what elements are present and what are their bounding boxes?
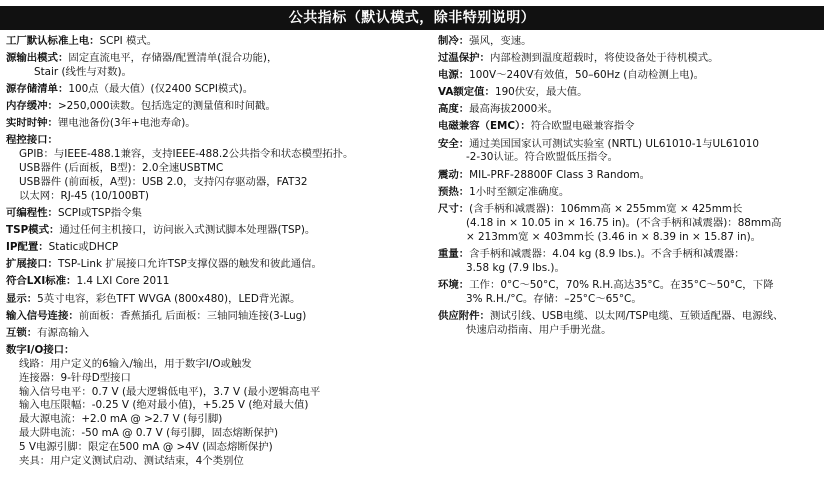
spec-value: 1.4 LXI Core 2011: [76, 275, 170, 288]
spec-value: 测试引线、USB电缆、以太网/TSP电缆、互锁适配器、电源线、: [489, 309, 784, 322]
spec-line: [6, 207, 426, 221]
spec-value: 通过任何主机接口，访问嵌入式测试脚本处理器(TSP)。: [59, 224, 316, 237]
spec-line: [6, 372, 426, 386]
spec-line: [6, 358, 426, 372]
spec-entry-environment: [438, 279, 820, 307]
spec-line: [6, 190, 426, 204]
spec-line: [438, 86, 820, 100]
spec-value: 1小时至额定准确度。: [469, 185, 570, 198]
spec-entry-digital-io: [6, 344, 426, 469]
spec-value: 符合欧盟电磁兼容指令: [530, 120, 635, 133]
spec-entry-remote-interfaces: [6, 134, 426, 204]
spec-line: [6, 327, 426, 341]
spec-line: [6, 293, 426, 307]
spec-entry-factory-default: [6, 35, 426, 49]
spec-value: 以太网：RJ-45 (10/100BT): [19, 190, 149, 202]
spec-line: [438, 217, 820, 231]
spec-value: Static或DHCP: [48, 241, 119, 254]
spec-label: 显示：: [6, 292, 38, 305]
spec-entry-real-time-clock: [6, 117, 426, 131]
spec-label: 震动：: [438, 168, 470, 181]
spec-value: 通过美国国家认可测试实验室 (NRTL) UL61010-1与UL61010: [469, 137, 759, 150]
spec-label: 源输出模式：: [6, 52, 69, 65]
spec-value: MIL-PRF-28800F Class 3 Random。: [469, 168, 651, 181]
spec-label: IP配置：: [6, 241, 49, 254]
spec-entry-expansion-interface: [6, 258, 426, 272]
spec-line: [438, 35, 820, 49]
spec-value: 5英寸电容，彩色TFT WVGA (800x480)，LED背光源。: [37, 292, 301, 305]
spec-line: [6, 258, 426, 272]
spec-value: USB器件 (前面板，A型)：USB 2.0，支持闪存驱动器，FAT32: [19, 176, 308, 189]
spec-entry-va-rating: [438, 86, 820, 100]
spec-value: 线路：用户定义的6输入/输出，用于数字I/O或触发: [19, 357, 252, 370]
spec-label: 内存缓冲：: [6, 100, 58, 113]
spec-line: [438, 186, 820, 200]
spec-line: [6, 83, 426, 97]
spec-line: [438, 203, 820, 217]
spec-line: [6, 275, 426, 289]
spec-label: 电源：: [438, 69, 470, 82]
spec-entry-dimensions: [438, 203, 820, 245]
spec-label: 高度：: [438, 103, 470, 116]
spec-line: [6, 134, 426, 148]
spec-entry-display: [6, 293, 426, 307]
spec-label: 重量：: [438, 247, 470, 260]
spec-line: [6, 427, 426, 441]
spec-label: 源存储清单：: [6, 83, 69, 96]
spec-label: 符合LXI标准：: [6, 275, 77, 288]
spec-value: 5 V电源引脚：限定在500 mA @ >4V (固态熔断保护): [19, 441, 273, 454]
spec-entry-weight: [438, 248, 820, 276]
spec-value: 快速启动指南、用户手册光盘。: [466, 323, 612, 336]
spec-value: 最高海拔2000米。: [469, 103, 558, 116]
spec-line: [438, 120, 820, 134]
spec-value: 固定直流电平，存储器/配置清单(混合功能)，: [68, 52, 278, 65]
spec-label: 可编程性：: [6, 207, 58, 220]
spec-line: [6, 399, 426, 413]
spec-entry-vibration: [438, 169, 820, 183]
spec-value: 内部检测到温度超载时，将使设备处于待机模式。: [489, 52, 719, 65]
spec-entry-source-output: [6, 52, 426, 80]
spec-line: [6, 413, 426, 427]
spec-line: [438, 138, 820, 152]
spec-value: -2-30认证。符合欧盟低压指令。: [466, 151, 619, 164]
spec-value: Stair (线性与对数)。: [34, 66, 132, 78]
spec-entry-interlock: [6, 327, 426, 341]
spec-line: [6, 455, 426, 469]
spec-label: 工厂默认标准上电：: [6, 35, 100, 47]
spec-line: [438, 293, 820, 307]
spec-entry-accessories: [438, 310, 820, 338]
spec-entry-lxi-compliance: [6, 275, 426, 289]
spec-line: [6, 100, 426, 114]
spec-value: 锂电池备份(3年+电池寿命)。: [57, 117, 196, 130]
spec-line: [6, 66, 426, 80]
spec-line: [438, 169, 820, 183]
spec-value: 连接器：9-针母D型接口: [19, 371, 131, 384]
spec-label: 数字I/O接口：: [6, 343, 75, 356]
spec-entry-memory-buffer: [6, 100, 426, 114]
spec-value: 含手柄和减震器：4.04 kg (8.9 lbs.)。不含手柄和减震器：: [469, 247, 745, 260]
spec-entry-programmability: [6, 207, 426, 221]
spec-line: [6, 241, 426, 255]
spec-label: 输入信号连接：: [6, 309, 79, 322]
spec-label: VA额定值：: [438, 86, 495, 99]
spec-value: 190伏安，最大值。: [494, 86, 588, 99]
spec-line: [6, 117, 426, 131]
spec-line: [438, 262, 820, 276]
spec-value: 输入信号电平：0.7 V (最大逻辑低电平)，3.7 V (最小逻辑高电平: [19, 385, 321, 398]
spec-entry-safety: [438, 138, 820, 166]
spec-value: 强风，变速。: [469, 35, 532, 47]
spec-entry-tsp-mode: [6, 224, 426, 238]
spec-line: [6, 176, 426, 190]
spec-entry-input-connections: [6, 310, 426, 324]
spec-line: [6, 148, 426, 162]
spec-label: 过温保护：: [438, 52, 490, 65]
spec-value: 100点（最大值）(仅2400 SCPI模式)。: [68, 83, 254, 96]
spec-label: 程控接口：: [6, 134, 58, 147]
spec-column-left: [6, 35, 426, 472]
spec-line: [6, 386, 426, 400]
spec-line: [6, 35, 426, 49]
spec-value: 有源高输入: [37, 326, 90, 339]
spec-value: USB器件 (后面板，B型)：2.0全速USBTMC: [19, 162, 224, 175]
spec-label: 环境：: [438, 278, 470, 291]
spec-entry-ip-config: [6, 241, 426, 255]
spec-value: 工作：0°C～50°C，70% R.H.高达35°C。在35°C～50°C，下降: [469, 278, 774, 291]
spec-label: 互锁：: [6, 326, 38, 339]
spec-entry-warmup: [438, 186, 820, 200]
spec-value: 前面板：香蕉插孔 后面板：三轴同轴连接(3-Lug): [78, 309, 307, 322]
spec-label: 实时时钟：: [6, 117, 58, 130]
spec-value: 3.58 kg (7.9 lbs.)。: [466, 261, 565, 274]
spec-line: [438, 324, 820, 338]
spec-value: 3% R.H./°C。存储：–25°C～65°C。: [466, 292, 642, 305]
spec-label: 电磁兼容（EMC）：: [438, 120, 531, 133]
spec-line: [6, 441, 426, 455]
spec-value: × 213mm宽 × 403mm长 (3.46 in × 8.39 in × 15.87 in)。: [466, 230, 762, 243]
spec-value: SCPI 模式。: [99, 35, 158, 47]
spec-value: 最大阱电流：-50 mA @ 0.7 V (每引脚，固态熔断保护): [19, 427, 279, 440]
spec-line: [438, 310, 820, 324]
spec-label: 预热：: [438, 185, 470, 198]
spec-label: 安全：: [438, 137, 470, 150]
spec-line: [6, 162, 426, 176]
spec-line: [438, 151, 820, 165]
spec-value: 100V～240V有效值，50–60Hz (自动检测上电)。: [469, 69, 705, 82]
spec-entry-altitude: [438, 103, 820, 117]
spec-label: TSP模式：: [6, 224, 60, 237]
spec-value: TSP-Link 扩展接口允许TSP支撑仪器的触发和彼此通信。: [57, 258, 322, 271]
spec-value: GPIB：与IEEE-488.1兼容，支持IEEE-488.2公共指令和状态模型拓扑。: [19, 148, 354, 161]
spec-line: [438, 69, 820, 83]
spec-value: (含手柄和减震器)：106mm高 × 255mm宽 × 425mm长: [469, 202, 743, 215]
spec-entry-over-temp: [438, 52, 820, 66]
spec-line: [6, 52, 426, 66]
spec-entry-source-memory: [6, 83, 426, 97]
spec-entry-emc: [438, 120, 820, 134]
spec-line: [438, 231, 820, 245]
spec-value: 输入电压限幅：-0.25 V (绝对最小值)，+5.25 V (绝对最大值): [19, 399, 309, 412]
spec-value: >250,000读数。包括选定的测量值和时间戳。: [57, 100, 276, 113]
spec-line: [6, 310, 426, 324]
page-title: 公共指标（默认模式，除非特别说明）: [0, 6, 824, 30]
spec-line: [6, 344, 426, 358]
spec-value: SCPI或TSP指令集: [57, 207, 142, 220]
spec-value: 最大源电流：+2.0 mA @ >2.7 V (每引脚): [19, 413, 223, 426]
spec-line: [438, 279, 820, 293]
spec-line: [6, 224, 426, 238]
spec-entry-cooling: [438, 35, 820, 49]
spec-value: (4.18 in × 10.05 in × 16.75 in)。(不含手柄和减震器)：88mm高: [466, 216, 782, 229]
spec-label: 制冷：: [438, 35, 470, 47]
spec-entry-power: [438, 69, 820, 83]
spec-column-right: [438, 35, 820, 341]
spec-line: [438, 103, 820, 117]
spec-label: 尺寸：: [438, 202, 470, 215]
spec-line: [438, 52, 820, 66]
spec-value: 夹具：用户定义测试启动、测试结束，4个类别位: [19, 455, 244, 468]
spec-label: 扩展接口：: [6, 258, 58, 271]
spec-line: [438, 248, 820, 262]
spec-label: 供应附件：: [438, 309, 490, 322]
